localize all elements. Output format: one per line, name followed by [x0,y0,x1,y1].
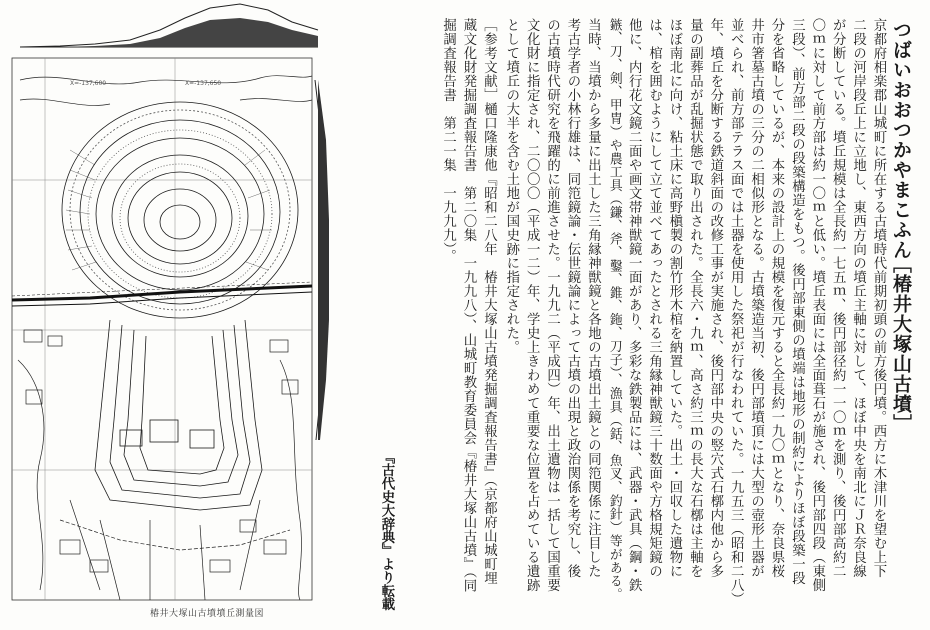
slope-hatching [66,150,272,270]
body-column: ほぼ南北に向け、粘土床に高野槇製の割竹形木棺を納置していた。出土・回収した遺物に [667,18,682,578]
dictionary-entry [360,14,915,614]
map-frame [12,58,312,600]
body-column: 二段の河岸段丘上に立地し、東西方向の墳丘主軸に対して、ほぼ中央を南北にＪＲ奈良線 [850,18,866,578]
terrain-and-houses [18,76,312,600]
body-column: として墳丘の大半を含む土地が国史跡に指定された。 [503,18,519,354]
figure-caption: 椿井大塚山古墳墳丘測量図 [150,609,265,619]
body-column: 京都府相楽郡山城町に所在する古墳時代前期初頭の前方後円墳。西方に木津川を望む上下 [871,18,886,578]
body-column: 鏃、刀、剣、甲冑）や農工具（鎌、斧、鑿、錐、鉇、刀子）、漁具（銛、魚叉、釣針）等がある。 [606,18,622,602]
body-column: 井市箸墓古墳の三分の二相似形となる。古墳築造当初、後円部墳頂には大型の壺形土器が [748,18,764,578]
source-note: 『古代史大辞典』より転載 [379,450,395,611]
body-column: 分を省略しているが、本来の設計上の規模を復元すると全長約一九〇ｍとなり、奈良県桜 [769,18,784,578]
body-column: 〇ｍに対して前方部は約一〇ｍと低い。墳丘表面には全面葺石が施され、後円部四段（東側 [809,18,825,592]
reference-column: ［参考文献］樋口隆康他『昭和二八年 椿井大塚山古墳発掘調査報告書』（京都府山城町埋 [481,18,497,586]
survey-map-figure [0,0,330,630]
round-mound-contours [62,102,298,318]
entry-reading: つばいおおつかやまこふん [890,20,912,260]
body-column: 当時、当墳から多量に出土した三角縁神獣鏡と各地の古墳出土鏡との同笵関係に注目した [585,18,601,578]
cross-section-profile [20,4,330,60]
side-profile [315,80,329,440]
body-column: の古墳時代研究を飛躍的に前進させた。一九九二（平成四）年、出土遺物は一括して国重要 [544,18,560,592]
reference-column: 掘調査報告書 第二一集 一九九九）。 [440,18,456,264]
body-column: が分断している。墳丘規模は全長約一七五ｍ、後円部径約一一〇ｍを測り、後円部高約二 [830,18,846,578]
body-column: は、棺を囲むようにして立て並べてあったとされる三角縁神獣鏡三十数面や方格規矩鏡の [646,18,662,578]
body-column: 他に、内行花文鏡二面や画文帯神獣鏡一面があり、多彩な鉄製品には、武器・武具（鋼・鉄 [626,18,642,592]
body-column: 三段）、前方部二段の段築構造をもつ。後円部東側の墳端は地形の制約によりほぼ段築一段 [789,18,805,586]
body-column: 年、墳丘を分断する鉄道斜面の改修工事が実施され、後円部中央の竪穴式石槨内他から多 [707,18,723,578]
body-column: 考古学者の小林行雄は、同笵鏡論・伝世鏡論によって古墳の出現と政治関係を考究し、後 [565,18,580,578]
body-column: 文化財に指定され、二〇〇〇（平成一二）年、学史上きわめて重要な位置を占めている遺跡 [524,18,540,592]
coord-label: X=-137,650 [185,80,222,87]
body-column: 量の副葬品が乱掘状態で取り出された。全長六・九ｍ、高さ約三ｍの長大な石槨は主軸を [687,18,703,578]
front-mound-contours [95,320,262,510]
survey-map [0,0,330,630]
reference-column: 蔵文化財発掘調査報告書 第二〇集 一九九八）、山城町教育委員会『椿井大塚山古墳』（同 [461,18,476,593]
body-column: 並べられ、前方部テラス面では土器を使用した祭祀が行なわれていた。一九五三（昭和二八） [728,18,744,606]
coord-label: X=-137,600 [70,80,107,87]
entry-title: ［椿井大塚山古墳］ [890,254,912,434]
